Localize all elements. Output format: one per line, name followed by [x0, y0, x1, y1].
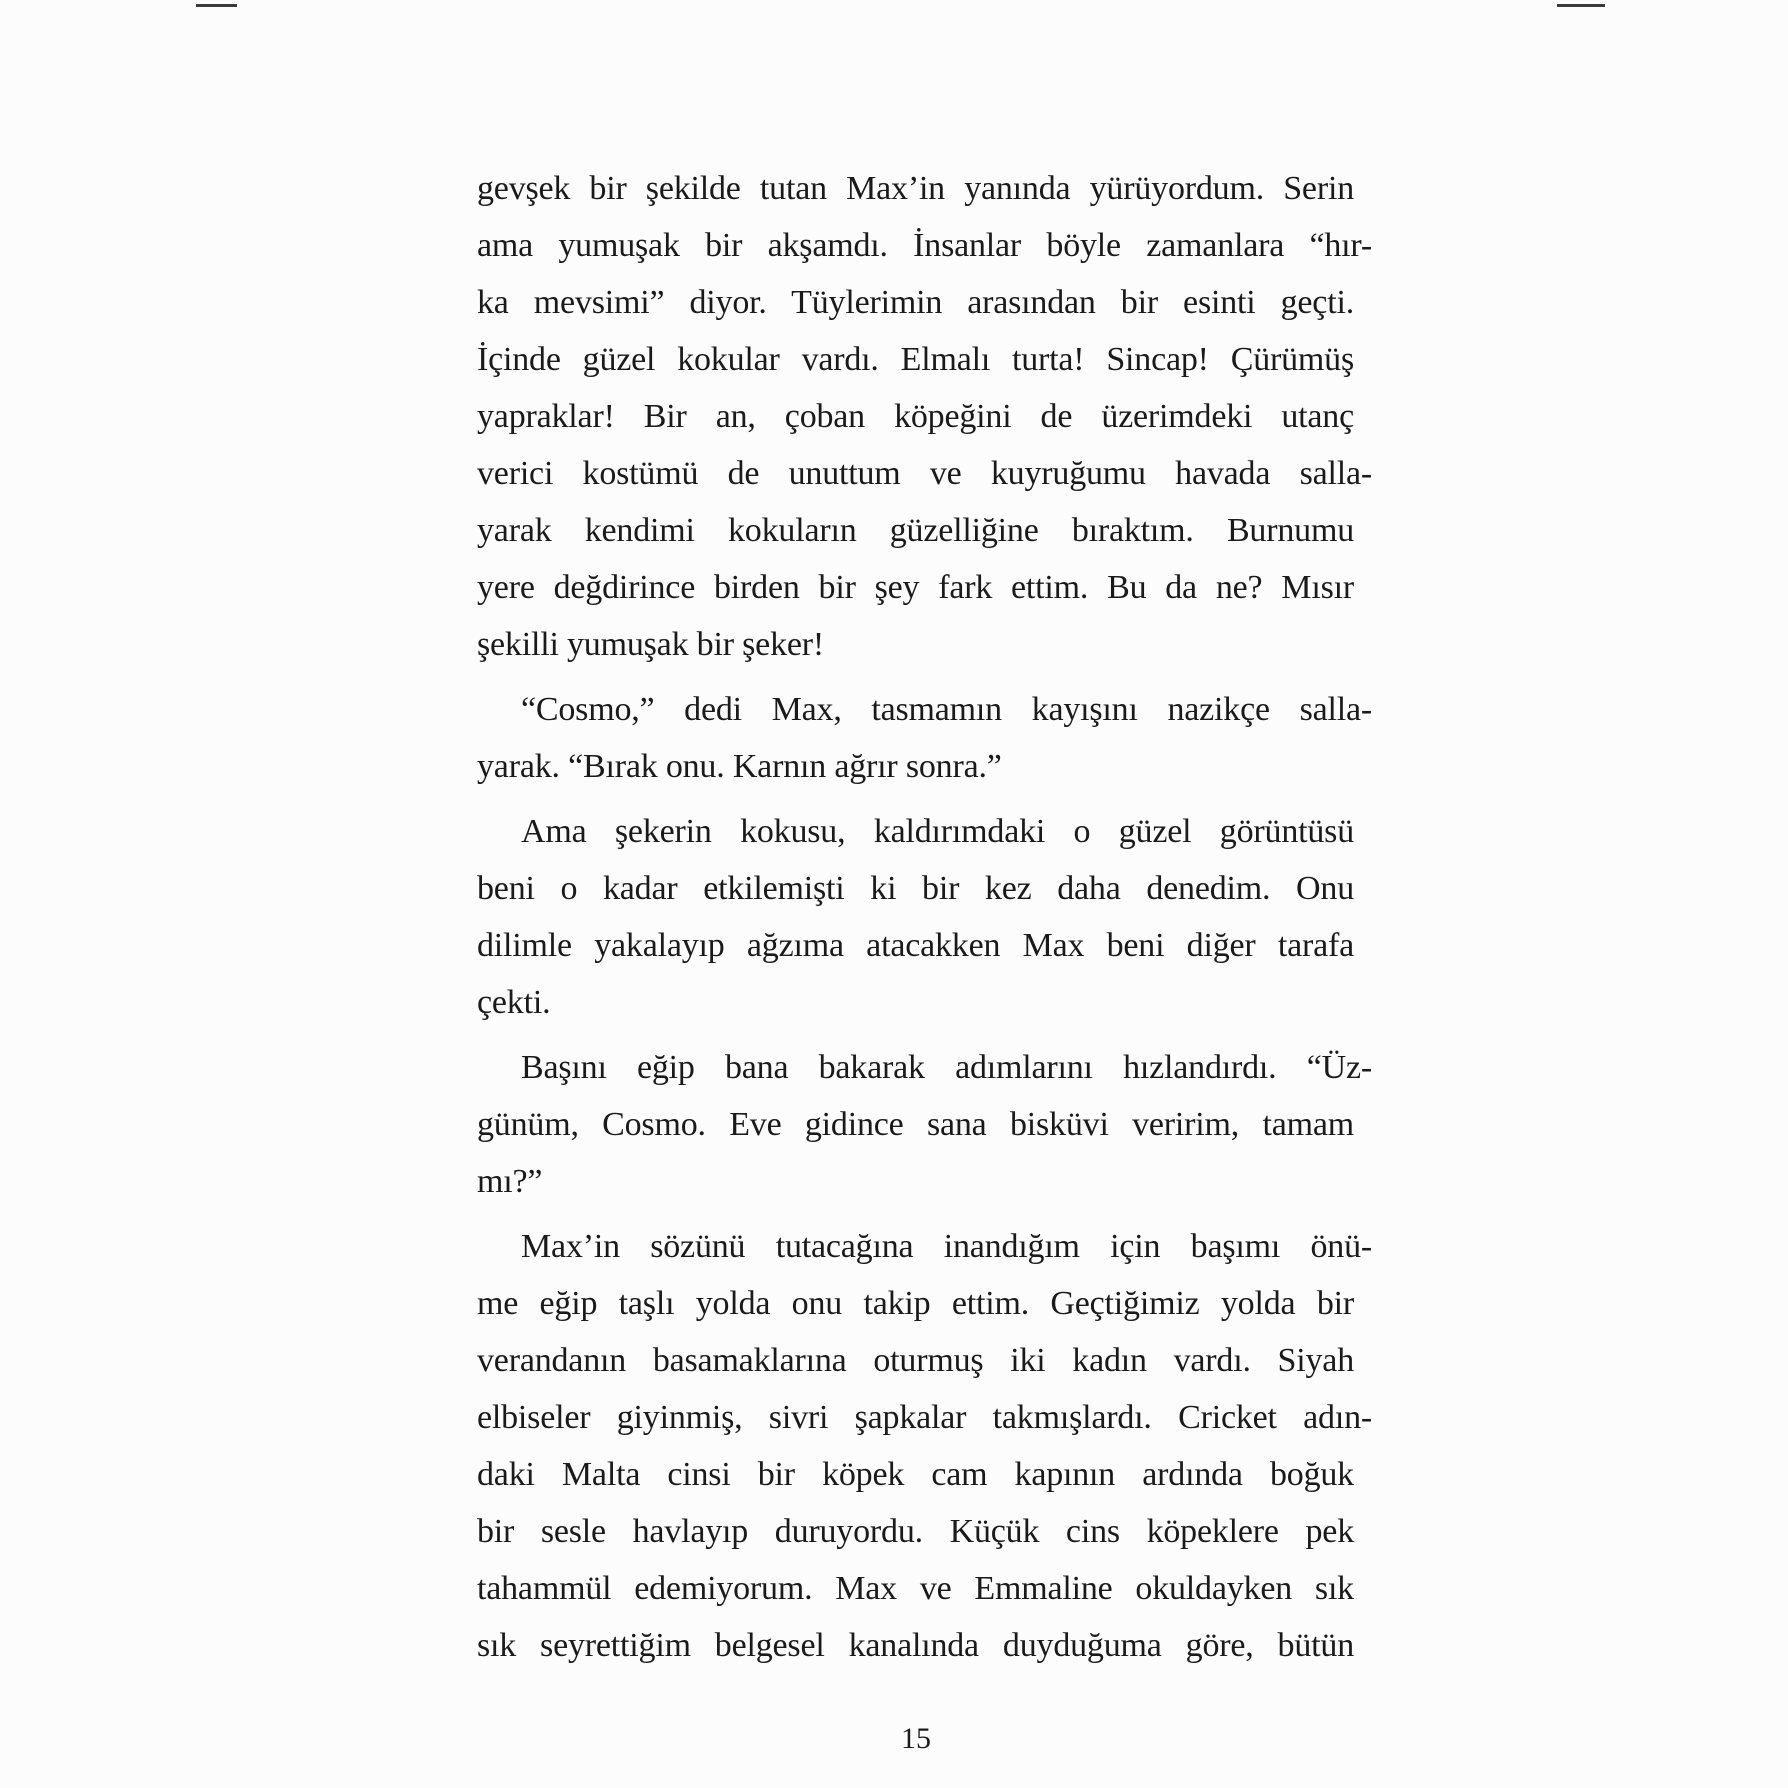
paragraph [477, 681, 1372, 795]
text-line: daki Malta cinsi bir köpek cam kapının ardında boğuk [477, 1456, 1354, 1493]
text-line: me eğip taşlı yolda onu takip ettim. Geçtiğimiz yolda bir [477, 1285, 1354, 1322]
text-line: Max’in sözünü tutacağına inandığım için başımı önü- [521, 1228, 1372, 1265]
text-line: verandanın basamaklarına oturmuş iki kadın vardı. Siyah [477, 1342, 1354, 1379]
text-line: gevşek bir şekilde tutan Max’in yanında yürüyordum. Serin [477, 170, 1354, 207]
text-line: beni o kadar etkilemişti ki bir kez daha denedim. Onu [477, 870, 1354, 907]
text-line: “Cosmo,” dedi Max, tasmamın kayışını nazikçe salla- [521, 691, 1372, 728]
crop-mark-top-left [196, 4, 237, 7]
text-line: sık seyrettiğim belgesel kanalında duyduğuma göre, bütün [477, 1627, 1354, 1664]
page-number: 15 [901, 1722, 931, 1755]
paragraph [477, 160, 1372, 673]
crop-mark-top-right [1557, 4, 1605, 7]
text-line: mı?” [477, 1163, 543, 1200]
text-line: yapraklar! Bir an, çoban köpeğini de üzerimdeki utanç [477, 398, 1354, 435]
text-line: Ama şekerin kokusu, kaldırımdaki o güzel görüntüsü [521, 813, 1354, 850]
text-line: günüm, Cosmo. Eve gidince sana bisküvi veririm, tamam [477, 1106, 1354, 1143]
text-line: yarak. “Bırak onu. Karnın ağrır sonra.” [477, 748, 1002, 785]
text-line: ka mevsimi” diyor. Tüylerimin arasından bir esinti geçti. [477, 284, 1354, 321]
paragraph [477, 1039, 1372, 1210]
text-line: elbiseler giyinmiş, sivri şapkalar takmışlardı. Cricket adın- [477, 1399, 1372, 1436]
paragraph [477, 803, 1354, 1031]
text-line: bir sesle havlayıp duruyordu. Küçük cins köpeklere pek [477, 1513, 1354, 1550]
text-line: Başını eğip bana bakarak adımlarını hızlandırdı. “Üz- [521, 1049, 1372, 1086]
text-line: yere değdirince birden bir şey fark ettim. Bu da ne? Mısır [477, 569, 1354, 606]
text-line: tahammül edemiyorum. Max ve Emmaline okuldayken sık [477, 1570, 1354, 1607]
text-line: çekti. [477, 984, 551, 1021]
text-line: verici kostümü de unuttum ve kuyruğumu havada salla- [477, 455, 1372, 492]
text-line: şekilli yumuşak bir şeker! [477, 626, 825, 663]
text-line: İçinde güzel kokular vardı. Elmalı turta! Sincap! Çürümüş [477, 341, 1354, 378]
page-body-text [477, 160, 1372, 1682]
text-line: yarak kendimi kokuların güzelliğine bıraktım. Burnumu [477, 512, 1354, 549]
paragraph [477, 1218, 1372, 1674]
text-line: dilimle yakalayıp ağzıma atacakken Max beni diğer tarafa [477, 927, 1354, 964]
text-line: ama yumuşak bir akşamdı. İnsanlar böyle zamanlara “hır- [477, 227, 1372, 264]
